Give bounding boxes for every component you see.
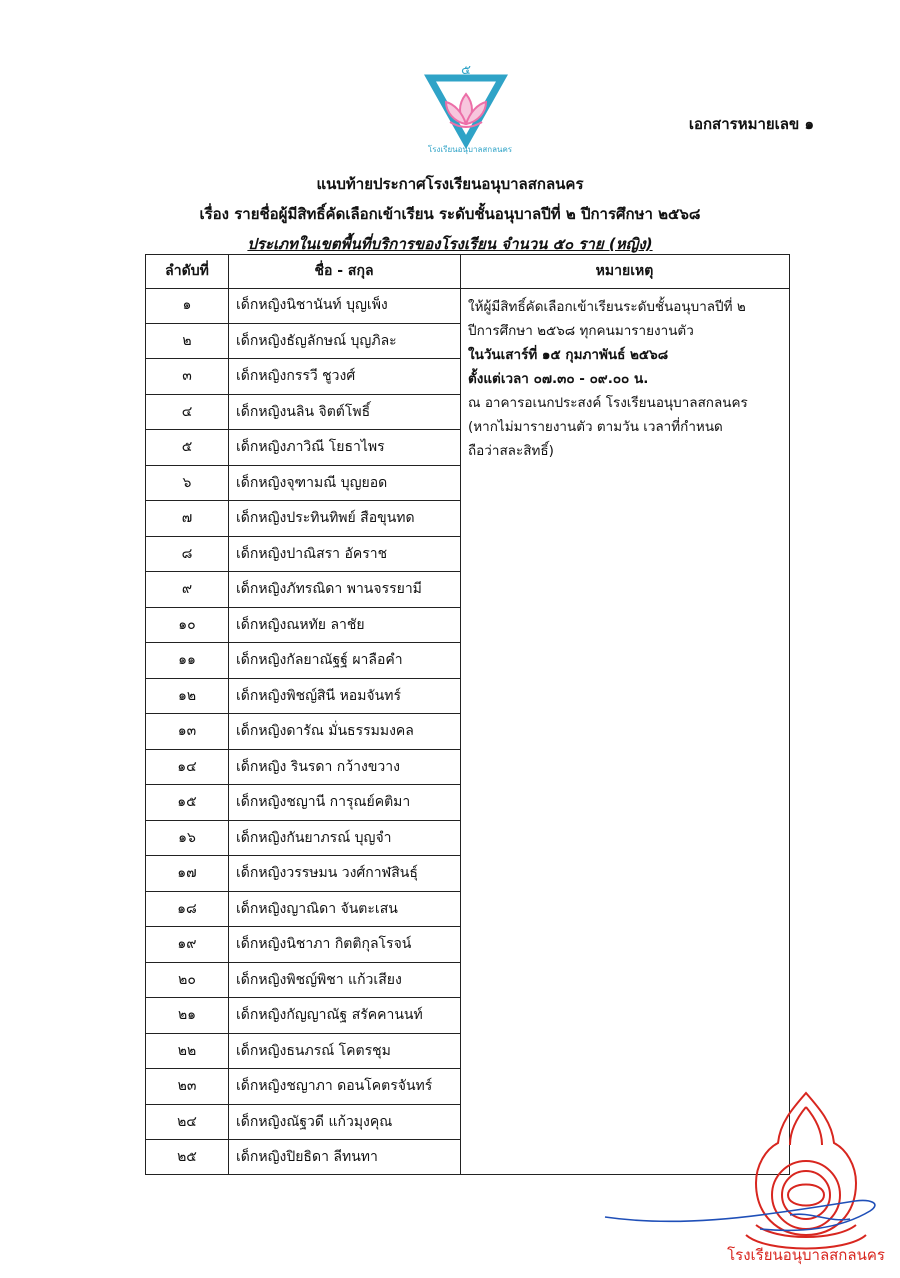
row-number: ๙ [146,572,228,608]
row-name: เด็กหญิงปิยธิดา ลีทนทา [236,1149,378,1165]
row-number: ๒๑ [146,998,228,1034]
row-name: เด็กหญิงนิชาภา กิตติกุลโรจน์ [228,927,460,963]
row-number: ๕ [146,430,228,466]
row-name: เด็กหญิงณัฐวดี แก้วมุงคุณ [228,1105,460,1141]
row-number: ๖ [146,466,228,502]
header-number: ลำดับที่ [146,255,228,289]
row-name: เด็กหญิงธนภรณ์ โคตรชุม [228,1034,460,1070]
row-name: เด็กหญิงชญาภา ดอนโคตรจันทร์ [228,1069,460,1105]
student-table [145,254,790,1175]
header-category: ประเภทในเขตพื้นที่บริการของโรงเรียน จำนวน ๕๐ ราย (หญิง) [247,235,653,253]
row-name: เด็กหญิงพิชญ์พิชา แก้วเสียง [228,963,460,999]
row-number: ๑๖ [146,821,228,857]
remark-text [468,295,783,463]
remark-time: ตั้งแต่เวลา ๐๗.๓๐ - ๐๙.๐๐ น. [468,371,649,387]
school-logo [418,60,514,156]
remark-place: ณ อาคารอเนกประสงค์ โรงเรียนอนุบาลสกลนคร [468,395,748,411]
row-name: เด็กหญิงจุฑามณี บุญยอด [228,466,460,502]
row-name: เด็กหญิงดารัณ มั่นธรรมมงคล [228,714,460,750]
row-name: เด็กหญิงญาณิดา จันตะเสน [228,892,460,928]
row-name: เด็กหญิงชญานี การุณย์คติมา [228,785,460,821]
row-number: ๘ [146,537,228,573]
remark-line: ให้ผู้มีสิทธิ์คัดเลือกเข้าเรียนระดับชั้นอนุบาลปีที่ ๒ [468,299,746,315]
logo-top-mark: ๕ [461,63,471,78]
row-number: ๑๑ [146,643,228,679]
row-name: เด็กหญิงภาวิณี โยธาไพร [228,430,460,466]
row-name: เด็กหญิง รินรดา กว้างขวาง [228,750,460,786]
row-number: ๗ [146,501,228,537]
logo-ring-text: โรงเรียนอนุบาลสกลนคร [427,145,513,154]
row-name: เด็กหญิงภัทรณิดา พานจรรยามี [228,572,460,608]
seal-ring-text: โรงเรียนอนุบาลสกลนคร [727,1246,885,1264]
row-number: ๑๒ [146,679,228,715]
column-remark [460,255,789,1174]
row-name: เด็กหญิงกันยาภรณ์ บุญจำ [228,821,460,857]
signature [600,1185,890,1245]
document-number: เอกสารหมายเลข ๑ [688,115,814,133]
row-name: เด็กหญิงนิชานันท์ บุญเพ็ง [228,288,460,324]
row-number: ๑๕ [146,785,228,821]
row-number: ๑ [146,288,228,324]
row-name: เด็กหญิงกรรวี ชูวงศ์ [228,359,460,395]
row-number: ๒ [146,324,228,360]
column-name [228,255,461,1174]
row-number: ๒๔ [146,1105,228,1141]
header-subject: เรื่อง รายชื่อผู้มีสิทธิ์คัดเลือกเข้าเรียน ระดับชั้นอนุบาลปีที่ ๒ ปีการศึกษา ๒๕๖๘ [199,205,701,223]
row-name: เด็กหญิงณหทัย ลาชัย [228,608,460,644]
lotus-icon [446,94,486,127]
row-number: ๑๐ [146,608,228,644]
remark-line: ปีการศึกษา ๒๕๖๘ ทุกคนมารายงานตัว [468,323,694,339]
header-remark: หมายเหตุ [460,255,789,289]
row-number: ๑๔ [146,750,228,786]
row-number: ๑๗ [146,856,228,892]
row-name: เด็กหญิงกัญญาณัฐ สรัคคานนท์ [228,998,460,1034]
remark-line: ถือว่าสละสิทธิ์) [468,443,554,459]
row-number: ๑๘ [146,892,228,928]
row-number: ๒๐ [146,963,228,999]
header-name: ชื่อ - สกุล [228,255,460,289]
row-name: เด็กหญิงปาณิสรา อัคราช [228,537,460,573]
row-number: ๑๙ [146,927,228,963]
row-name: เด็กหญิงกัลยาณัฐฐ์ ผาลือคำ [228,643,460,679]
row-number: ๑๓ [146,714,228,750]
row-name: เด็กหญิงนลิน จิตต์โพธิ์ [228,395,460,431]
header-title: แนบท้ายประกาศโรงเรียนอนุบาลสกลนคร [316,175,584,193]
column-number [146,255,229,1174]
row-name: เด็กหญิงประทินทิพย์ สือขุนทด [228,501,460,537]
row-number: ๓ [146,359,228,395]
row-name: เด็กหญิงพิชญ์สินี หอมจันทร์ [228,679,460,715]
row-number: ๒๓ [146,1069,228,1105]
row-number: ๒๒ [146,1034,228,1070]
row-number: ๔ [146,395,228,431]
remark-line: (หากไม่มารายงานตัว ตามวัน เวลาที่กำหนด [468,419,723,435]
row-number: ๒๕ [177,1149,197,1165]
row-name: เด็กหญิงธัญลักษณ์ บุญภิละ [228,324,460,360]
remark-date: ในวันเสาร์ที่ ๑๕ กุมภาพันธ์ ๒๕๖๘ [468,347,669,363]
row-name: เด็กหญิงวรรษมน วงศ์กาฬสินธุ์ [228,856,460,892]
